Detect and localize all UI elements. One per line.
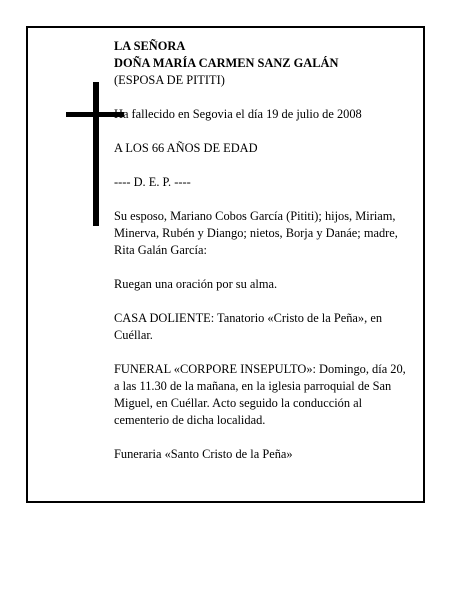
family-paragraph: Su esposo, Mariano Cobos García (Pititi); hijos, Miriam, Minerva, Rubén y Diango; nietos, Borja y Danáe; madre, Rita Galán García: — [114, 209, 398, 257]
funeral-paragraph: FUNERAL «CORPORE INSEPULTO»: Domingo, día 20, a las 11.30 de la mañana, en la iglesia parroquial de San Miguel, en Cuéllar. Acto seguido la conducción al cementerio de dicha localidad. — [114, 362, 406, 427]
cross-icon — [93, 82, 99, 226]
casa-doliente-paragraph: CASA DOLIENTE: Tanatorio «Cristo de la Peña», en Cuéllar. — [114, 311, 383, 342]
title-line-3: (ESPOSA DE PITITI) — [114, 73, 225, 87]
rip-line: ---- D. E. P. ---- — [114, 175, 191, 189]
age-line: A LOS 66 AÑOS DE EDAD — [114, 141, 258, 155]
title-line-1: LA SEÑORA — [114, 39, 186, 53]
death-line: Ha fallecido en Segovia el día 19 de julio de 2008 — [114, 107, 362, 121]
prayer-line: Ruegan una oración por su alma. — [114, 277, 278, 291]
funeraria-line: Funeraria «Santo Cristo de la Peña» — [114, 447, 293, 461]
obituary-text — [114, 38, 414, 463]
title-line-2: DOÑA MARÍA CARMEN SANZ GALÁN — [114, 56, 339, 70]
